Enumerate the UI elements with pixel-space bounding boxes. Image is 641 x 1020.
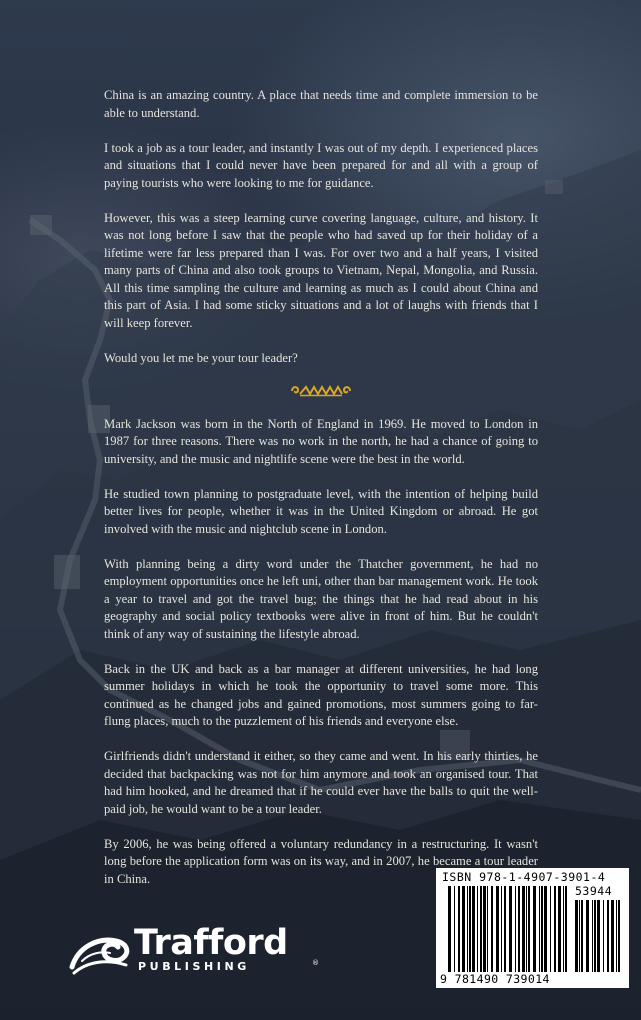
swirl-wave-logo-icon: [68, 921, 134, 979]
publisher-name: Trafford: [134, 923, 288, 963]
ean-number: 9 781490 739014: [440, 972, 550, 986]
isbn-text: ISBN 978-1-4907-3901-4: [442, 870, 606, 884]
bio-paragraph-6: By 2006, he was being offered a voluntary redundancy in a restructuring. It wasn't long before the application form was on its way, and in 2007, he became a tour leader in China.: [104, 836, 538, 886]
isbn-barcode: [436, 868, 629, 988]
registered-mark: ®: [312, 959, 319, 967]
publisher-logo: [68, 921, 328, 981]
blurb-paragraph-2: I took a job as a tour leader, and instantly I was out of my depth. I experienced places and situations that I could never have been prepared for and all with a group of paying tourists who were looking to me for guidance.: [104, 140, 538, 190]
blurb-paragraph-4: Would you let me be your tour leader?: [104, 350, 298, 365]
blurb-paragraph-3: However, this was a steep learning curve covering language, culture, and history. It was not long before I saw that the people who had saved up for their holiday of a lifetime were far less prepared than I was. For over two and a half years, I visited many parts of China and also took groups to Vietnam, Nepal, Mongolia, and Russia. All this time sampling the culture and learning as much as I could about China and this part of Asia. I had some sticky situations and a lot of laughs with friends that I will keep forever.: [104, 210, 538, 330]
bio-paragraph-3: With planning being a dirty word under the Thatcher government, he had no employment opportunities once he left uni, other than bar management work. He took a year to travel and got the travel bug; the things that he had read about in his geography and social policy textbooks were alive in front of him. But he couldn't think of any way of sustaining the lifestyle abroad.: [104, 556, 538, 641]
cover-text: [104, 87, 538, 906]
gold-scroll-ornament-icon: [288, 383, 354, 399]
publisher-tagline: PUBLISHING: [138, 960, 250, 973]
bio-paragraph-5: Girlfriends didn't understand it either, so they came and went. In his early thirties, he decided that backpacking was not for him anymore and took an organised tour. That had him hooked, and he dreamed that if he could ever have the balls to quit the well-paid job, he would want to be a tour leader.: [104, 749, 538, 816]
bio-paragraph-1: Mark Jackson was born in the North of England in 1969. He moved to London in 1987 for three reasons. There was no work in the north, he had a chance of going to university, and the music and nightlife scene were the best in the world.: [104, 416, 538, 466]
bio-paragraph-4: Back in the UK and back as a bar manager at different universities, he had long summer holidays in which he took the opportunity to travel some more. This continued as he changed jobs and gained promotions, most summers going to far-flung places, much to the puzzlement of his friends and everyone else.: [104, 661, 538, 728]
blurb-paragraph-1: China is an amazing country. A place that needs time and complete immersion to be able to understand.: [104, 88, 538, 120]
bio-paragraph-2: He studied town planning to postgraduate level, with the intention of helping build better lives for people, whether it was in the United Kingdom or abroad. He got involved with the music and nightclub scene in London.: [104, 486, 538, 536]
addon-code: 53944: [575, 884, 613, 898]
